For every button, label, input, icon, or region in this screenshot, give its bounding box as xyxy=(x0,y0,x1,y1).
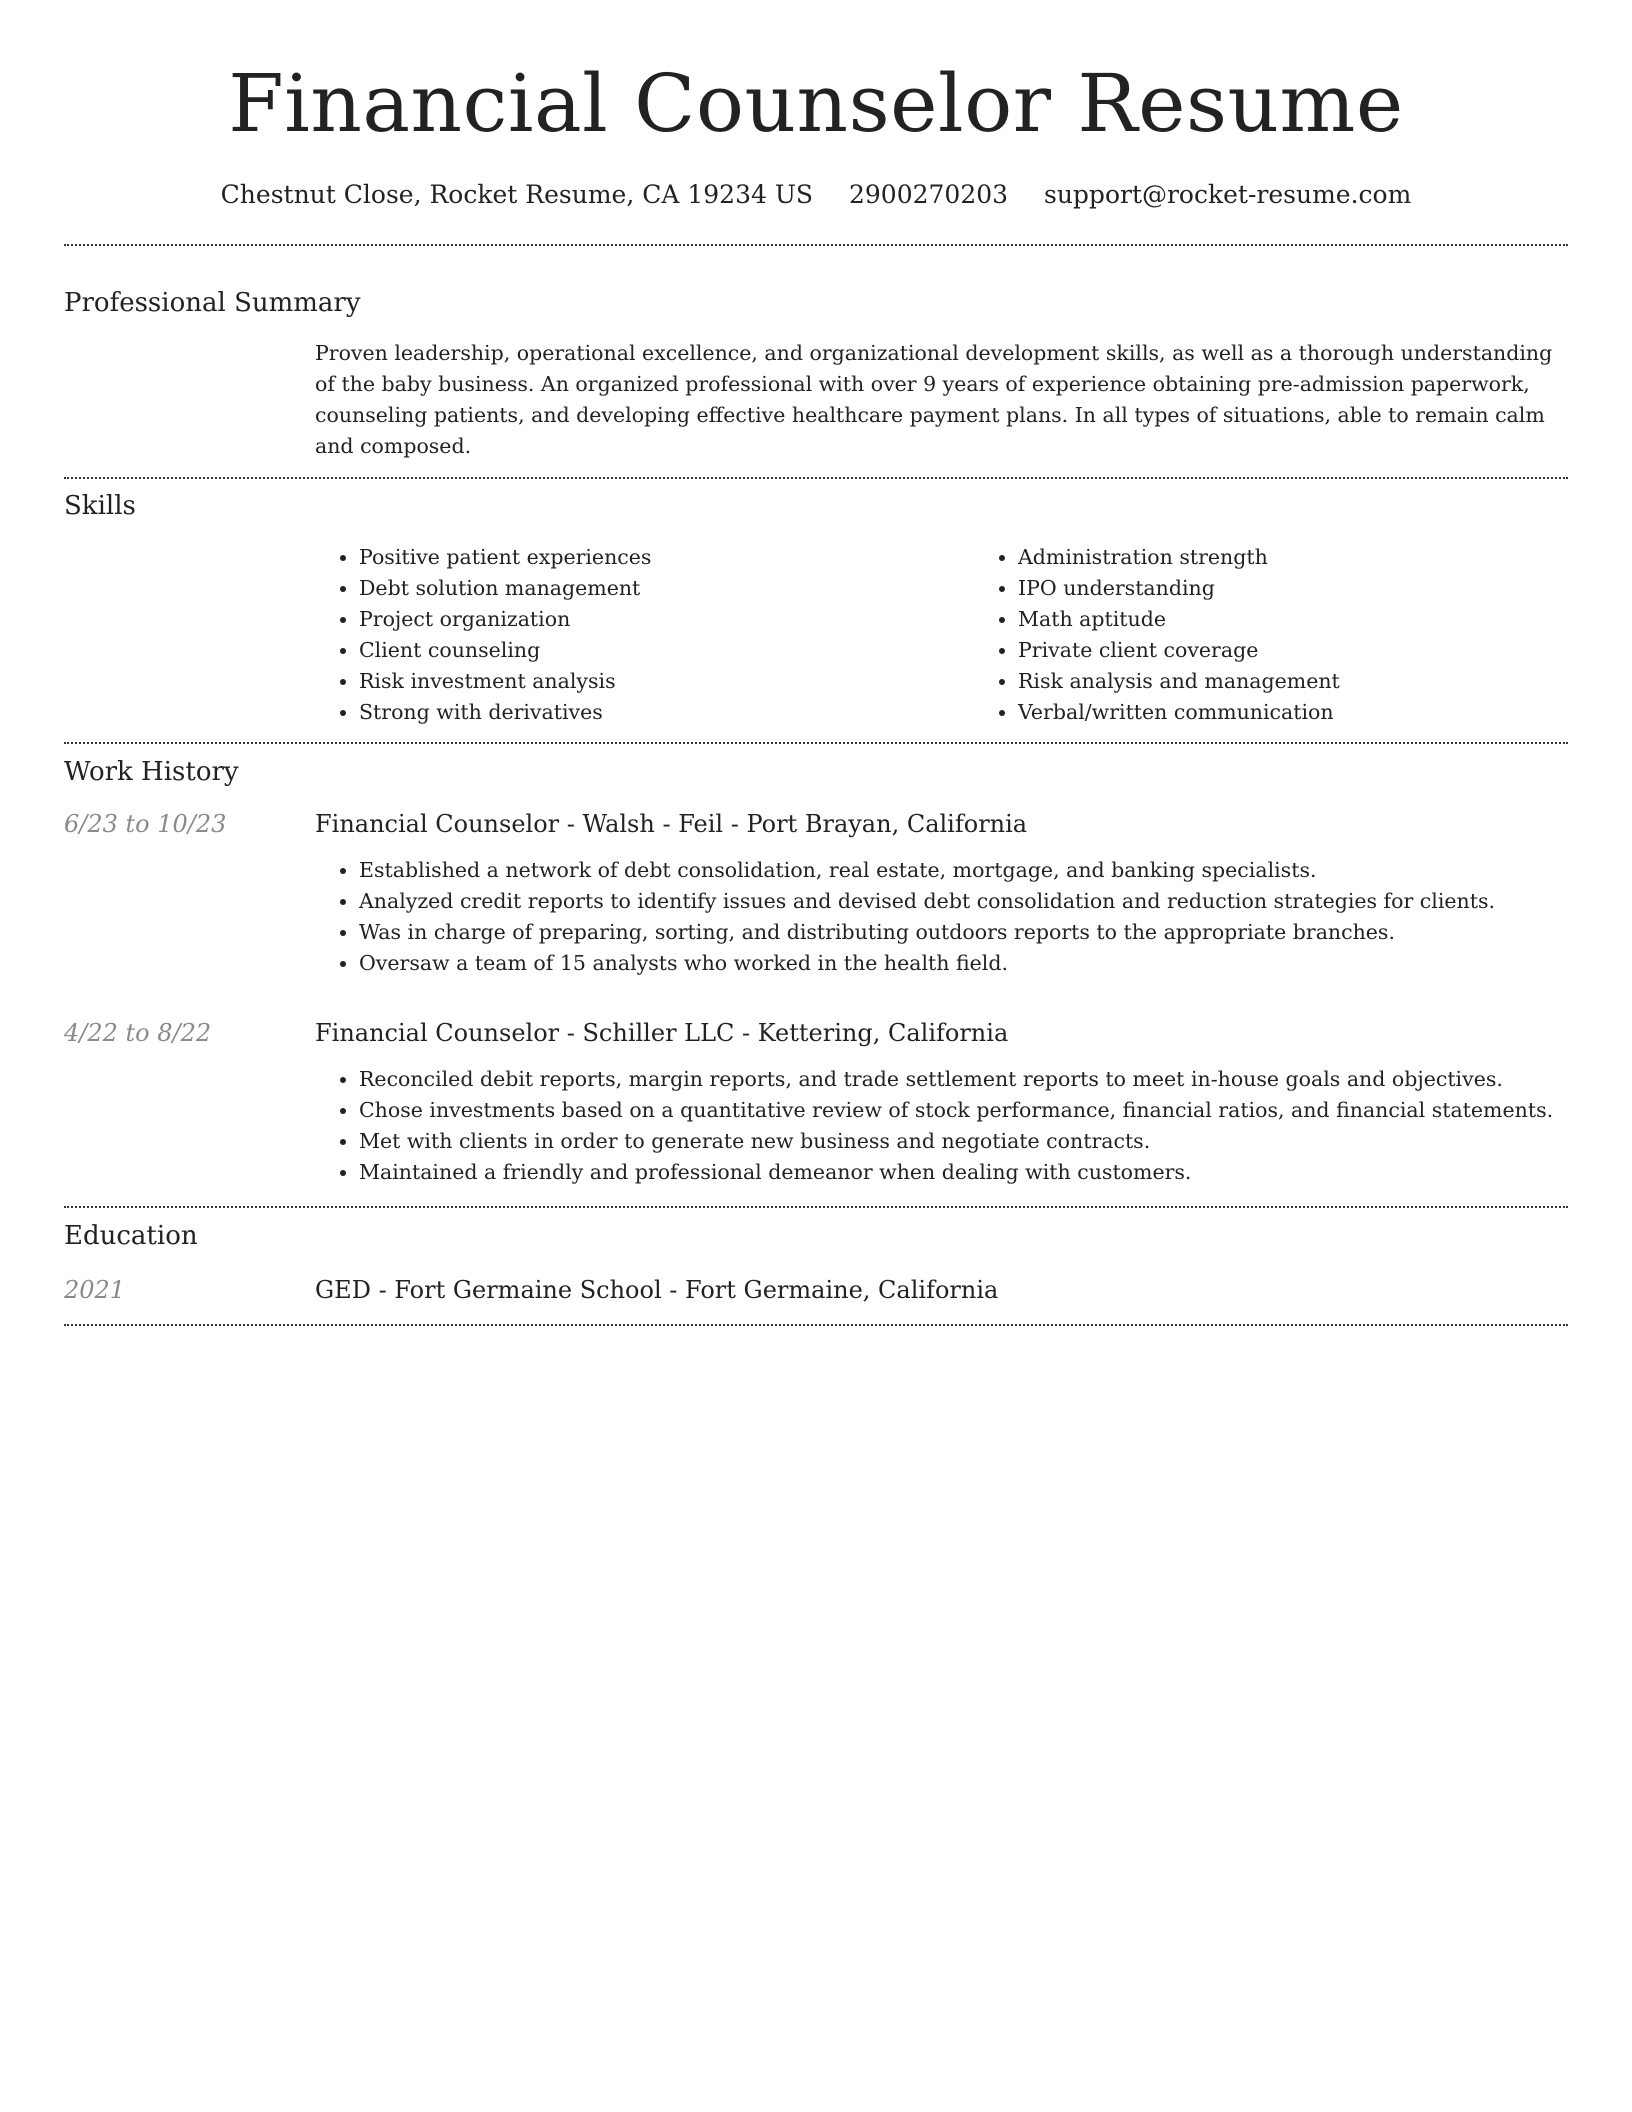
job-bullet: • Oversaw a team of 15 analysts who worked in the health field. xyxy=(359,948,1568,979)
job-entry xyxy=(64,1017,1568,1188)
skill-item: • Administration strength xyxy=(1018,542,1632,573)
skill-item: • Strong with derivatives xyxy=(359,697,974,728)
job-title: Financial Counselor - Schiller LLC - Kettering, California xyxy=(315,1019,1009,1047)
skill-item: • Risk investment analysis xyxy=(359,666,974,697)
skill-item: • Project organization xyxy=(359,604,974,635)
job-title: Financial Counselor - Walsh - Feil - Port Brayan, California xyxy=(315,810,1028,838)
skill-item: • Debt solution management xyxy=(359,573,974,604)
job-bullets xyxy=(315,1064,1568,1188)
job-bullet: • Chose investments based on a quantitative review of stock performance, financial ratios, and financial statements. xyxy=(359,1095,1568,1126)
job-bullet: • Reconciled debit reports, margin reports, and trade settlement reports to meet in-house goals and objectives. xyxy=(359,1064,1568,1095)
contact-info xyxy=(64,178,1568,212)
job-bullet: • Analyzed credit reports to identify issues and devised debt consolidation and reduction strategies for clients. xyxy=(359,886,1568,917)
resume-title: Financial Counselor Resume xyxy=(228,57,1404,150)
job-bullets xyxy=(315,855,1568,979)
skills-column-right xyxy=(974,542,1632,728)
job-bullet: • Met with clients in order to generate new business and negotiate contracts. xyxy=(359,1126,1568,1157)
section-divider xyxy=(64,477,1568,479)
skills-section xyxy=(64,489,1568,728)
skill-item: • Math aptitude xyxy=(1018,604,1632,635)
contact-email: support@rocket-resume.com xyxy=(1044,180,1412,209)
skill-item: • Client counseling xyxy=(359,635,974,666)
education-heading: Education xyxy=(64,1221,198,1251)
job-bullet: • Established a network of debt consolidation, real estate, mortgage, and banking specialists. xyxy=(359,855,1568,886)
skill-item: • Positive patient experiences xyxy=(359,542,974,573)
summary-text: Proven leadership, operational excellence, and organizational development skills, as well as a thorough understanding of the baby business. An organized professional with over 9 years of experience obtaining pre-admission paperwork, counseling patients, and developing effective healthcare payment plans. In all types of situations, able to remain calm and composed. xyxy=(315,341,1553,458)
contact-address: Chestnut Close, Rocket Resume, CA 19234 US xyxy=(220,180,814,209)
education-entry xyxy=(64,1274,1568,1306)
education-section xyxy=(64,1219,1568,1306)
skill-item: • IPO understanding xyxy=(1018,573,1632,604)
contact-phone: 2900270203 xyxy=(848,180,1009,209)
job-dates: 6/23 to 10/23 xyxy=(64,810,227,838)
work-history-section xyxy=(64,755,1568,1188)
section-divider xyxy=(64,1324,1568,1326)
summary-section xyxy=(64,286,1568,462)
work-history-heading: Work History xyxy=(64,757,239,787)
skills-list xyxy=(315,542,1632,728)
education-year: 2021 xyxy=(64,1276,126,1304)
skill-item: • Verbal/written communication xyxy=(1018,697,1632,728)
job-dates: 4/22 to 8/22 xyxy=(64,1019,212,1047)
skill-item: • Private client coverage xyxy=(1018,635,1632,666)
section-divider xyxy=(64,742,1568,744)
section-divider xyxy=(64,1206,1568,1208)
resume-header xyxy=(64,0,1568,212)
job-entry xyxy=(64,808,1568,979)
education-degree: GED - Fort Germaine School - Fort Germaine, California xyxy=(315,1276,999,1304)
job-bullet: • Was in charge of preparing, sorting, and distributing outdoors reports to the appropriate branches. xyxy=(359,917,1568,948)
skills-column-left xyxy=(315,542,974,728)
summary-heading: Professional Summary xyxy=(64,288,361,318)
section-divider xyxy=(64,244,1568,246)
skills-heading: Skills xyxy=(64,491,136,521)
skill-item: • Risk analysis and management xyxy=(1018,666,1632,697)
job-bullet: • Maintained a friendly and professional demeanor when dealing with customers. xyxy=(359,1157,1568,1188)
